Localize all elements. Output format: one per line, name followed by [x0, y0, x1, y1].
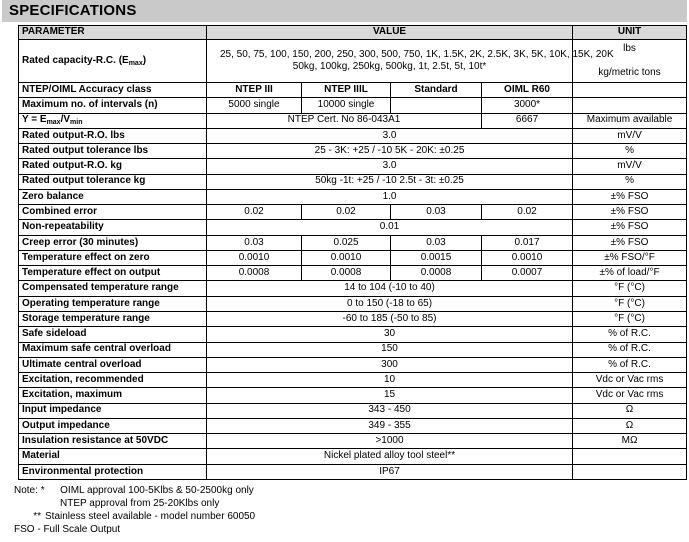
notes-block	[14, 484, 255, 536]
note-double-star: **	[33, 511, 41, 522]
title-banner	[2, 0, 687, 22]
row-label: Ultimate central overload	[19, 357, 207, 372]
intervals-row	[19, 98, 687, 113]
row-unit: Vdc or Vac rms	[573, 373, 687, 388]
row-unit: % of R.C.	[573, 357, 687, 372]
row-value: 0.02	[482, 205, 573, 220]
row-unit: % of R.C.	[573, 342, 687, 357]
row-unit	[573, 449, 687, 464]
row-value: 0.0010	[482, 250, 573, 265]
row-value: 1.0	[207, 189, 573, 204]
row-label: Insulation resistance at 50VDC	[19, 434, 207, 449]
row-unit: °F (°C)	[573, 281, 687, 296]
row-value: 0.02	[207, 205, 302, 220]
row-label: Material	[19, 449, 207, 464]
row-value: 0.0008	[302, 266, 391, 281]
spec-row	[19, 388, 687, 403]
spec-row	[19, 220, 687, 235]
row-value: 10	[207, 373, 573, 388]
row-unit: Ω	[573, 403, 687, 418]
capacity-values	[207, 40, 614, 83]
row-label: Combined error	[19, 205, 207, 220]
row-value: 343 - 450	[207, 403, 573, 418]
row-unit: Vdc or Vac rms	[573, 388, 687, 403]
ratio-unit: Maximum available	[573, 113, 687, 128]
spec-row	[19, 357, 687, 372]
row-unit: ±% FSO	[573, 220, 687, 235]
spec-row	[19, 373, 687, 388]
row-value: 0.0008	[391, 266, 482, 281]
row-label: Temperature effect on zero	[19, 250, 207, 265]
row-value: 3.0	[207, 128, 573, 143]
spec-row	[19, 342, 687, 357]
row-label: Storage temperature range	[19, 311, 207, 326]
capacity-row	[19, 40, 687, 83]
row-unit: ±% FSO	[573, 235, 687, 250]
intervals-ntep-iiil: 10000 single	[302, 98, 391, 113]
row-unit: ±% FSO/°F	[573, 250, 687, 265]
row-label: Rated output tolerance kg	[19, 174, 207, 189]
spec-row	[19, 266, 687, 281]
row-value: Nickel plated alloy tool steel**	[207, 449, 573, 464]
row-value: >1000	[207, 434, 573, 449]
spec-row	[19, 144, 687, 159]
note-fso: FSO - Full Scale Output	[14, 524, 121, 535]
note-star: *	[40, 485, 45, 496]
row-value: 0.01	[207, 220, 573, 235]
row-unit: mV/V	[573, 128, 687, 143]
row-value: IP67	[207, 464, 573, 479]
row-unit: ±% of load/°F	[573, 266, 687, 281]
accuracy-row	[19, 83, 687, 98]
row-value: 0.03	[391, 205, 482, 220]
row-value: 0.0007	[482, 266, 573, 281]
row-value: 25 - 3K: +25 / -10 5K - 20K: ±0.25	[207, 144, 573, 159]
row-label: Maximum safe central overload	[19, 342, 207, 357]
spec-row	[19, 449, 687, 464]
row-label: Zero balance	[19, 189, 207, 204]
specifications-table	[18, 25, 687, 480]
row-value: 0.0010	[302, 250, 391, 265]
row-label: Rated output-R.O. lbs	[19, 128, 207, 143]
row-value: 30	[207, 327, 573, 342]
row-value: 3.0	[207, 159, 573, 174]
row-label: Excitation, maximum	[19, 388, 207, 403]
spec-row	[19, 235, 687, 250]
row-value: 0.03	[207, 235, 302, 250]
ratio-oiml: 6667	[482, 113, 573, 128]
row-unit: %	[573, 174, 687, 189]
header-unit: UNIT	[573, 26, 687, 40]
row-value: 0.017	[482, 235, 573, 250]
intervals-label: Maximum no. of intervals (n)	[19, 98, 207, 113]
row-label: Compensated temperature range	[19, 281, 207, 296]
capacity-lbs-values: 25, 50, 75, 100, 150, 200, 250, 300, 500, 750, 1K, 1.5K, 2K, 2.5K, 3K, 5K, 10K, 15K, 20K	[220, 48, 614, 60]
row-label: Output impedance	[19, 418, 207, 433]
ratio-label: $Y = E_{max}/V_{min}$	[19, 113, 207, 128]
intervals-unit	[573, 98, 687, 113]
row-label: Environmental protection	[19, 464, 207, 479]
row-value: 0.0015	[391, 250, 482, 265]
capacity-units: lbs kg/metric tons	[573, 40, 687, 83]
spec-row	[19, 434, 687, 449]
header-row	[19, 26, 687, 40]
spec-row	[19, 464, 687, 479]
row-label: Temperature effect on output	[19, 266, 207, 281]
spec-row	[19, 205, 687, 220]
row-unit: °F (°C)	[573, 296, 687, 311]
accuracy-label: NTEP/OIML Accuracy class	[19, 83, 207, 98]
header-value: VALUE	[207, 26, 573, 40]
spec-row	[19, 311, 687, 326]
class-ntep-iii: NTEP III	[207, 83, 302, 98]
row-label: Operating temperature range	[19, 296, 207, 311]
row-value: 14 to 104 (-10 to 40)	[207, 281, 573, 296]
row-unit: %	[573, 144, 687, 159]
capacity-label: Rated capacity-R.C. $(E_{max})$	[19, 40, 207, 83]
spec-row	[19, 403, 687, 418]
intervals-standard	[391, 98, 482, 113]
row-unit: °F (°C)	[573, 311, 687, 326]
row-label: Non-repeatability	[19, 220, 207, 235]
spec-row	[19, 281, 687, 296]
row-label: Input impedance	[19, 403, 207, 418]
note-ntep: NTEP approval from 25-20Klbs only	[60, 498, 220, 509]
spec-row	[19, 128, 687, 143]
note-line-3	[14, 510, 255, 523]
spec-row	[19, 418, 687, 433]
ratio-row	[19, 113, 687, 128]
row-unit: MΩ	[573, 434, 687, 449]
capacity-kg-values: 50kg, 100kg, 250kg, 500kg, 1t, 2.5t, 5t, 10t*	[292, 61, 487, 72]
row-label: Rated output-R.O. kg	[19, 159, 207, 174]
spec-row	[19, 174, 687, 189]
intervals-ntep-iii: 5000 single	[207, 98, 302, 113]
class-ntep-iiil: NTEP IIIL	[302, 83, 391, 98]
row-value: 50kg -1t: +25 / -10 2.5t - 3t: ±0.25	[207, 174, 573, 189]
row-value: 0.0008	[207, 266, 302, 281]
note-line-1: Note: * OIML approval 100-5Klbs & 50-2500kg only	[14, 485, 254, 496]
spec-row	[19, 327, 687, 342]
row-value: 349 - 355	[207, 418, 573, 433]
note-oiml: OIML approval 100-5Klbs & 50-2500kg only	[60, 485, 254, 496]
note-line-2	[14, 497, 255, 510]
row-value: 0 to 150 (-18 to 65)	[207, 296, 573, 311]
spec-row	[19, 250, 687, 265]
row-label: Rated output tolerance lbs	[19, 144, 207, 159]
row-value: 15	[207, 388, 573, 403]
note-line-4	[14, 523, 255, 536]
ratio-ntep-cert: NTEP Cert. No 86-043A1	[207, 113, 482, 128]
row-value: -60 to 185 (-50 to 85)	[207, 311, 573, 326]
page-title: SPECIFICATIONS	[9, 2, 137, 19]
row-value: 0.03	[391, 235, 482, 250]
row-value: 0.025	[302, 235, 391, 250]
accuracy-unit	[573, 83, 687, 98]
row-value: 0.0010	[207, 250, 302, 265]
row-unit	[573, 464, 687, 479]
row-label: Safe sideload	[19, 327, 207, 342]
row-unit: % of R.C.	[573, 327, 687, 342]
class-oiml-r60: OIML R60	[482, 83, 573, 98]
note-stainless: Stainless steel available - model number 60050	[45, 511, 256, 522]
spec-row	[19, 159, 687, 174]
row-unit: mV/V	[573, 159, 687, 174]
header-parameter: PARAMETER	[19, 26, 207, 40]
row-unit: ±% FSO	[573, 189, 687, 204]
row-unit: ±% FSO	[573, 205, 687, 220]
spec-row	[19, 296, 687, 311]
row-label: Excitation, recommended	[19, 373, 207, 388]
row-value: 150	[207, 342, 573, 357]
row-label: Creep error (30 minutes)	[19, 235, 207, 250]
row-value: 0.02	[302, 205, 391, 220]
spec-row	[19, 189, 687, 204]
row-value: 300	[207, 357, 573, 372]
intervals-oiml: 3000*	[482, 98, 573, 113]
row-unit: Ω	[573, 418, 687, 433]
class-standard: Standard	[391, 83, 482, 98]
